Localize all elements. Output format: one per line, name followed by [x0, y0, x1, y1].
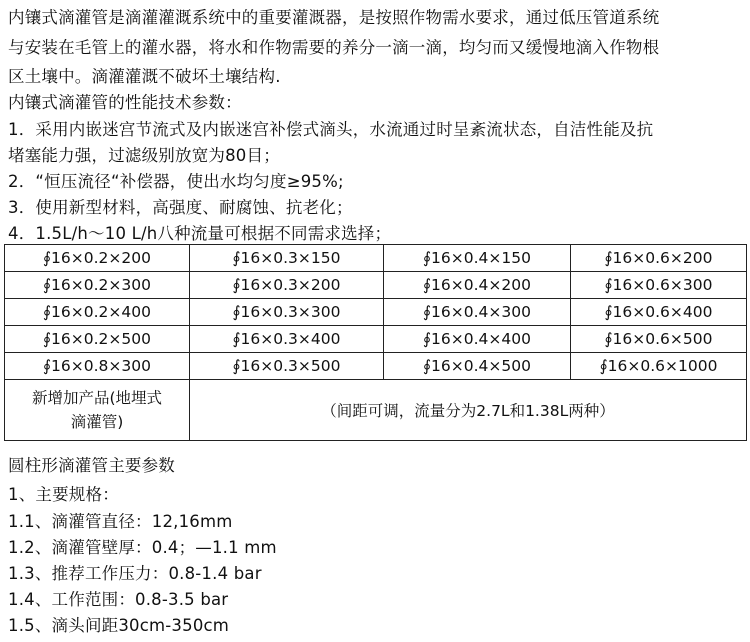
- new-product-note: （间距可调，流量分为2.7L和1.38L两种）: [190, 380, 747, 441]
- table-cell: ∮16×0.2×300: [5, 272, 190, 299]
- table-cell: ∮16×0.6×1000: [571, 353, 747, 380]
- table-row: [5, 326, 747, 353]
- param-item-2: 2．“恒压流径“补偿器，使出水均匀度≥95%;: [8, 172, 344, 191]
- table-cell: ∮16×0.3×200: [190, 272, 384, 299]
- param-item-4: 4．1.5L/h～10 L/h八种流量可根据不同需求选择；: [8, 224, 392, 243]
- cylindrical-item-1: 1.1、滴灌管直径：12,16mm: [8, 512, 233, 531]
- table-row: [5, 245, 747, 272]
- params-heading: 内镶式滴灌管的性能技术参数：: [8, 93, 242, 112]
- intro-line-3: 区土壤中。滴灌灌溉不破坏土壤结构.: [8, 67, 281, 86]
- param-item-1b: 堵塞能力强，过滤级别放宽为80目；: [8, 146, 280, 165]
- table-cell: ∮16×0.4×200: [384, 272, 571, 299]
- cylindrical-item-4: 1.4、工作范围：0.8-3.5 bar: [8, 590, 229, 609]
- table-cell: ∮16×0.6×400: [571, 299, 747, 326]
- table-cell: ∮16×0.4×150: [384, 245, 571, 272]
- table-cell: ∮16×0.6×300: [571, 272, 747, 299]
- table-row: [5, 299, 747, 326]
- param-item-1a: 1．采用内嵌迷宫节流式及内嵌迷宫补偿式滴头，水流通过时呈紊流状态，自洁性能及抗: [8, 120, 654, 139]
- intro-line-1: 内镶式滴灌管是滴灌灌溉系统中的重要灌溉器，是按照作物需水要求，通过低压管道系统: [8, 8, 660, 27]
- new-product-label: [5, 380, 190, 441]
- table-cell: ∮16×0.8×300: [5, 353, 190, 380]
- table-cell: ∮16×0.6×200: [571, 245, 747, 272]
- table-cell: ∮16×0.3×300: [190, 299, 384, 326]
- spec-table: [4, 244, 747, 441]
- new-product-label-line-1: 新增加产品(地埋式: [31, 389, 163, 407]
- cylindrical-item-5: 1.5、滴头间距30cm-350cm: [8, 616, 230, 635]
- cylindrical-heading: 圆柱形滴灌管主要参数: [8, 456, 175, 475]
- table-row-new-product: [5, 380, 747, 441]
- table-cell: ∮16×0.2×500: [5, 326, 190, 353]
- table-cell: ∮16×0.3×400: [190, 326, 384, 353]
- table-cell: ∮16×0.6×500: [571, 326, 747, 353]
- cylindrical-item-3: 1.3、推荐工作压力：0.8-1.4 bar: [8, 564, 262, 583]
- table-cell: ∮16×0.3×500: [190, 353, 384, 380]
- table-cell: ∮16×0.2×400: [5, 299, 190, 326]
- table-cell: ∮16×0.4×300: [384, 299, 571, 326]
- table-cell: ∮16×0.4×500: [384, 353, 571, 380]
- param-item-3: 3．使用新型材料，高强度、耐腐蚀、抗老化；: [8, 198, 353, 217]
- table-cell: ∮16×0.4×400: [384, 326, 571, 353]
- new-product-label-line-2: 滴灌管): [70, 413, 124, 431]
- cylindrical-item-2: 1.2、滴灌管壁厚：0.4；—1.1 mm: [8, 538, 277, 557]
- intro-line-2: 与安装在毛管上的灌水器，将水和作物需要的养分一滴一滴，均匀而又缓慢地滴入作物根: [8, 38, 660, 57]
- cylindrical-spec-heading: 1、主要规格：: [8, 485, 119, 504]
- table-row: [5, 272, 747, 299]
- table-cell: ∮16×0.2×200: [5, 245, 190, 272]
- table-row: [5, 353, 747, 380]
- table-cell: ∮16×0.3×150: [190, 245, 384, 272]
